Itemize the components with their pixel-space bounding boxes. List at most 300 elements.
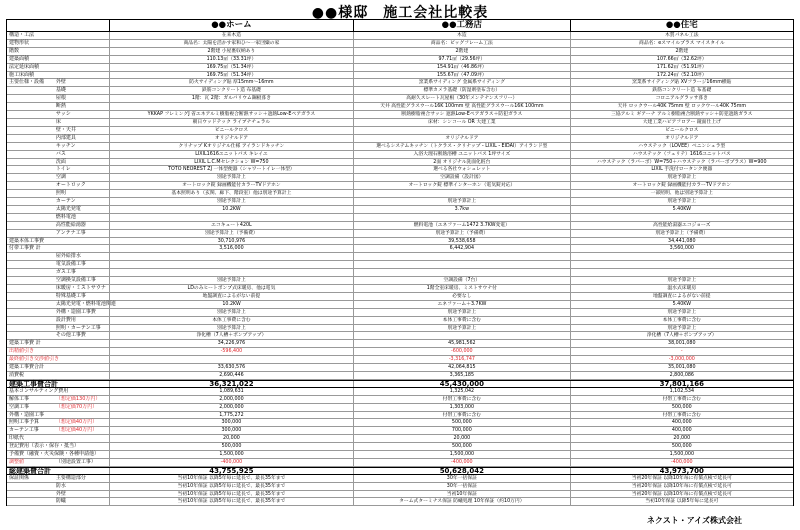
- value-cell-company-2: 別途予算計上: [353, 198, 569, 205]
- table-row: [7, 79, 793, 87]
- row-subcategory: トイレ: [55, 166, 71, 173]
- table-row: [7, 32, 793, 40]
- value-cell-company-1: 300,000: [109, 427, 353, 434]
- value-cell-company-2: 30年一括保証: [353, 475, 569, 482]
- row-category: [7, 491, 55, 498]
- row-subcategory: [55, 412, 109, 419]
- row-subcategory: [55, 340, 109, 347]
- row-category: [7, 135, 55, 142]
- value-cell-company-3: 地盤調査によるがない前提: [570, 293, 793, 300]
- value-cell-company-2: 155.67㎡（47.09坪）: [353, 72, 569, 79]
- value-cell-company-3: 20,000: [570, 435, 793, 442]
- value-cell-company-3: オートロック錠 録画機能付カラーTVドアホン: [570, 182, 793, 189]
- header-company-1: ●●ホーム: [109, 20, 353, 31]
- row-category: 出精値引き: [9, 348, 35, 355]
- row-subcategory: [55, 388, 109, 395]
- value-cell-company-1: 別途予算計上: [109, 198, 353, 205]
- value-cell-company-3: 別途予算計上: [570, 325, 793, 332]
- row-subcategory: （想定価130万円）: [55, 395, 101, 402]
- table-row: [7, 182, 793, 190]
- value-cell-company-1: 地盤調査によるがない前提: [109, 293, 353, 300]
- row-category: [7, 111, 55, 118]
- table-row: [7, 491, 793, 499]
- value-cell-company-1: 在来木造: [109, 32, 353, 39]
- table-row: [7, 159, 793, 167]
- row-subcategory: 外構・造園工事費: [55, 308, 96, 315]
- value-cell-company-3: [570, 269, 793, 276]
- row-subcategory: [55, 48, 109, 55]
- value-cell-company-2: 商品名：ビッグフレーム工法: [353, 40, 569, 47]
- table-row: [7, 412, 793, 420]
- value-cell-company-1: 別途予算計上: [109, 174, 353, 181]
- value-cell-company-2: 木造: [353, 32, 569, 39]
- value-cell-company-2: 45,981,562: [353, 340, 569, 347]
- value-cell-company-1: [109, 261, 353, 268]
- value-cell-company-1: 朝日ウッドテック ライブナチュラル: [109, 119, 353, 126]
- table-row: [7, 317, 793, 325]
- value-cell-company-2: [353, 127, 569, 134]
- value-cell-company-1: エコキュート420L: [109, 222, 353, 229]
- row-subcategory: 屋根: [55, 95, 66, 102]
- row-category: 建築工事費合計: [9, 364, 45, 371]
- value-cell-company-1: [109, 253, 353, 260]
- table-row: [7, 111, 793, 119]
- value-cell-company-2: 50,628,042: [353, 468, 569, 474]
- row-subcategory: その他工事費: [55, 332, 86, 339]
- value-cell-company-3: ビニールクロス: [570, 127, 793, 134]
- table-row: [7, 340, 793, 348]
- value-cell-company-1: LIXIL L.C.Mセレクション W=750: [109, 159, 353, 166]
- value-cell-company-2: 1,500,000: [353, 451, 569, 458]
- table-row: [7, 95, 793, 103]
- value-cell-company-1: [109, 356, 353, 363]
- table-row: [7, 253, 793, 261]
- row-category: [7, 190, 55, 197]
- row-subcategory: [55, 32, 109, 39]
- row-subcategory: バス: [55, 150, 66, 157]
- value-cell-company-1: LDのみヒートポンプ式床暖房、他は電気: [109, 285, 353, 292]
- value-cell-company-3: 三協アルミ ギアーナ アルミ樹脂複合断熱サッシ＋防犯遮熱ガラス: [570, 111, 793, 118]
- value-cell-company-3: 別途予算計上（予備費）: [570, 230, 793, 237]
- table-row: [7, 325, 793, 333]
- row-subcategory: サッシ: [55, 111, 71, 118]
- value-cell-company-2: オリジナルドア: [353, 135, 569, 142]
- row-category: [7, 261, 55, 268]
- row-category: [7, 332, 55, 339]
- value-cell-company-1: [109, 103, 353, 110]
- value-cell-company-3: [570, 261, 793, 268]
- table-row: [7, 427, 793, 435]
- row-category: [7, 230, 55, 237]
- row-category: 付帯工事費 計: [9, 245, 41, 252]
- value-cell-company-1: 10.2KW: [109, 301, 353, 308]
- value-cell-company-1: 500,000: [109, 443, 353, 450]
- value-cell-company-3: [570, 214, 793, 221]
- value-cell-company-3: 1,102,534: [570, 388, 793, 395]
- row-category: [7, 95, 55, 102]
- row-subcategory: [55, 245, 109, 252]
- value-cell-company-3: 商品名：eスマイルプラス マイスタイル: [570, 40, 793, 47]
- row-subcategory: 断熱: [55, 103, 66, 110]
- table-row: [7, 135, 793, 143]
- table-row: [7, 206, 793, 214]
- row-category: 総建築費合計: [9, 466, 51, 475]
- row-category: [7, 269, 55, 276]
- value-cell-company-3: 34,441,080: [570, 238, 793, 245]
- table-row: [7, 301, 793, 309]
- value-cell-company-3: 171.62㎡（51.91坪）: [570, 64, 793, 71]
- row-category: [7, 198, 55, 205]
- table-row: [7, 475, 793, 483]
- value-cell-company-1: ビニールクロス: [109, 127, 353, 134]
- table-row: [7, 459, 793, 467]
- value-cell-company-1: 別途予算計上: [109, 277, 353, 284]
- value-cell-company-2: 97.71㎡（29.56坪）: [353, 56, 569, 63]
- row-category: [7, 182, 55, 189]
- value-cell-company-1: 2,000,000: [109, 396, 353, 403]
- value-cell-company-3: ハウステック（フェリテ）1616ユニットバス: [570, 151, 793, 158]
- header-company-3: ●●住宅: [570, 20, 793, 31]
- row-subcategory: 主要構造部分: [55, 474, 86, 481]
- value-cell-company-2: 付帯工事費に含む: [353, 412, 569, 419]
- value-cell-company-2: 標準カメラ基礎（防湿剤塗布含む）: [353, 87, 569, 94]
- value-cell-company-1: 300,000: [109, 419, 353, 426]
- value-cell-company-2: -600,000: [353, 348, 569, 355]
- value-cell-company-3: ハウステック（ラバーボ）W=750＋ハウステック（ラバーボプラス）W=900: [570, 159, 793, 166]
- value-cell-company-1: オリジナルドア: [109, 135, 353, 142]
- value-cell-company-1: 1,775,272: [109, 412, 353, 419]
- value-cell-company-2: 本体工事費に含む: [353, 317, 569, 324]
- value-cell-company-3: 付帯工事費に含む: [570, 412, 793, 419]
- row-subcategory: [55, 372, 109, 379]
- table-row: [7, 198, 793, 206]
- value-cell-company-3: 当初20年保証 以降10年毎に有償点検で延長可: [570, 475, 793, 482]
- row-category: 建物形状: [9, 39, 30, 46]
- row-category: 建築面積: [9, 55, 30, 62]
- row-subcategory: 照明・カーテン工事: [55, 324, 101, 331]
- value-cell-company-1: 30,710,976: [109, 238, 353, 245]
- value-cell-company-2: 1,325,042: [353, 388, 569, 395]
- value-cell-company-2: 3,365,185: [353, 372, 569, 379]
- table-row: [7, 103, 793, 111]
- row-category: [7, 285, 55, 292]
- value-cell-company-2: 3.7kw: [353, 206, 569, 213]
- row-category: 階数: [9, 47, 20, 54]
- value-cell-company-3: -3,000,000: [570, 356, 793, 363]
- value-cell-company-3: 5.40KW: [570, 301, 793, 308]
- row-subcategory: 太陽光発電: [55, 205, 81, 212]
- value-cell-company-3: 浄化槽（7人槽＋ポンプアップ）: [570, 332, 793, 339]
- value-cell-company-2: -400,000: [353, 459, 569, 466]
- row-category: [7, 317, 55, 324]
- value-cell-company-2: 必要なし: [353, 293, 569, 300]
- row-category: 構造・工法: [9, 32, 35, 38]
- value-cell-company-3: [570, 253, 793, 260]
- value-cell-company-1: 当初10年保証 以降5年毎に延長で、最長35年まで: [109, 491, 353, 498]
- value-cell-company-2: エネファーム＋3.7KW: [353, 301, 569, 308]
- row-category: 建築本体工事費: [9, 237, 45, 244]
- value-cell-company-2: 2階建: [353, 48, 569, 55]
- value-cell-company-3: ハウステック（LOVEE）ベニンシュラ型: [570, 143, 793, 150]
- value-cell-company-2: 500,000: [353, 419, 569, 426]
- table-row: [7, 372, 793, 380]
- row-subcategory: [55, 443, 109, 450]
- table-row: [7, 269, 793, 277]
- row-subcategory: 特殊基礎工事: [55, 292, 86, 299]
- value-cell-company-1: 110.13㎡（33.31坪）: [109, 56, 353, 63]
- value-cell-company-1: 20,000: [109, 435, 353, 442]
- table-row: [7, 364, 793, 372]
- value-cell-company-1: 鉄筋コンクリート造 布基礎: [109, 87, 353, 94]
- value-cell-company-2: 39,538,658: [353, 238, 569, 245]
- value-cell-company-3: 172.24㎡（52.10坪）: [570, 72, 793, 79]
- value-cell-company-1: 34,226,976: [109, 340, 353, 347]
- value-cell-company-3: 500,000: [570, 443, 793, 450]
- row-category: カーテン工事: [9, 427, 39, 434]
- value-cell-company-3: 43,973,700: [570, 468, 793, 474]
- value-cell-company-1: 36,321,022: [109, 381, 353, 387]
- row-subcategory: （想定価40万円）: [55, 427, 98, 434]
- value-cell-company-3: 一部照明、他は別途予算計上: [570, 190, 793, 197]
- row-subcategory: 壁・天井: [55, 126, 76, 133]
- value-cell-company-1: 当初10年保証 以降5年毎に延長で、最長35年まで: [109, 475, 353, 482]
- table-row: [7, 348, 793, 356]
- row-category: 予備費（融資・火災保険・各種申請他）: [9, 451, 100, 458]
- header-blank: [7, 20, 109, 31]
- row-subcategory: 屋外給排水: [55, 253, 81, 260]
- value-cell-company-3: 37,801,166: [570, 381, 793, 387]
- value-cell-company-1: 1,089,631: [109, 388, 353, 395]
- value-cell-company-3: 1,500,000: [570, 451, 793, 458]
- row-subcategory: 床暖房・ミストサウナ: [55, 285, 106, 291]
- value-cell-company-3: 当初10年保証 以降5年毎に延長可: [570, 498, 793, 505]
- row-category: [7, 222, 55, 229]
- table-body: [7, 32, 793, 506]
- table-row: [7, 498, 793, 506]
- value-cell-company-2: 1階全室床暖房、ミストサウナ付: [353, 285, 569, 292]
- table-row: [7, 285, 793, 293]
- value-cell-company-3: -400,000: [570, 459, 793, 466]
- table-row: [7, 127, 793, 135]
- value-cell-company-2: 断熱樹脂複合サッシ 遮熱Low-Eペアガラス＋防犯ガラス: [353, 111, 569, 118]
- table-row: [7, 245, 793, 253]
- table-row: [7, 222, 793, 230]
- table-row: [7, 174, 793, 182]
- row-subcategory: 外壁: [55, 79, 66, 86]
- row-category: 照明工事予算: [9, 419, 40, 426]
- value-cell-company-3: 500,000: [570, 404, 793, 411]
- row-category: 印紙代: [9, 435, 25, 442]
- value-cell-company-3: 400,000: [570, 427, 793, 434]
- row-subcategory: [55, 56, 109, 63]
- row-category: [7, 151, 55, 158]
- value-cell-company-1: 3,516,000: [109, 245, 353, 252]
- table-row: [7, 166, 793, 174]
- value-cell-company-2: 2面 オリジナル洗面化粧台: [353, 159, 569, 166]
- row-category: [7, 206, 55, 213]
- value-cell-company-2: 1,303,000: [353, 404, 569, 411]
- value-cell-company-2: [353, 253, 569, 260]
- value-cell-company-3: 高性能給湯器エコジョーズ: [570, 222, 793, 229]
- table-row: [7, 261, 793, 269]
- row-subcategory: [55, 356, 109, 363]
- row-subcategory: 高性能給湯器: [55, 221, 86, 228]
- value-cell-company-1: 商品名：太陽を活かす家和ひ〜一家団欒の家: [109, 40, 353, 47]
- row-category: 解体工事: [9, 395, 30, 402]
- table-row: [7, 151, 793, 159]
- value-cell-company-1: LIXIL1616ユニットバス キレイユ: [109, 151, 353, 158]
- table-row: [7, 443, 793, 451]
- row-category: 施工床面積: [9, 71, 35, 78]
- value-cell-company-3: 当初20年保証 以降10年毎に有償点検で延長可: [570, 483, 793, 490]
- row-category: 調整値: [9, 458, 25, 465]
- value-cell-company-3: 木質パネル工法: [570, 32, 793, 39]
- value-cell-company-3: 天井 ロックウール40K 75mm 壁 ロックウール40K 75mm: [570, 103, 793, 110]
- row-category: [7, 498, 55, 505]
- table-row: [7, 380, 793, 388]
- row-category: 保証関係: [9, 474, 30, 481]
- value-cell-company-2: 30年一括保証: [353, 483, 569, 490]
- table-row: [7, 72, 793, 80]
- row-category: 基本コンサルティング費用: [9, 387, 69, 394]
- value-cell-company-2: 付帯工事費に含む: [353, 396, 569, 403]
- value-cell-company-3: 大建工業ハピアフロアー 鏡面仕上げ: [570, 119, 793, 126]
- value-cell-company-1: クリナップ Kオリジナル仕様 アイランドキッチン: [109, 143, 353, 150]
- row-category: 消費税: [9, 371, 25, 378]
- value-cell-company-1: -400,000: [109, 459, 353, 466]
- value-cell-company-3: 別途予算計上: [570, 174, 793, 181]
- row-category: [7, 127, 55, 134]
- row-category: 空調工事: [9, 403, 30, 410]
- value-cell-company-2: [353, 190, 569, 197]
- row-category: [7, 159, 55, 166]
- table-row: [7, 388, 793, 396]
- value-cell-company-1: 当初10年保証 以降5年毎に延長で、最長35年まで: [109, 498, 353, 505]
- value-cell-company-1: 1,500,000: [109, 451, 353, 458]
- table-header: [7, 20, 793, 32]
- row-category: [7, 293, 55, 300]
- value-cell-company-2: 別途予算計上: [353, 309, 569, 316]
- value-cell-company-2: オートロック錠 標準インターホン（電気錠対応）: [353, 182, 569, 189]
- row-category: [7, 309, 55, 316]
- header-company-2: ●●工務店: [353, 20, 569, 31]
- value-cell-company-2: 別途予算計上（予備費）: [353, 230, 569, 237]
- value-cell-company-3: 3,560,000: [570, 245, 793, 252]
- table-row: [7, 64, 793, 72]
- row-category: 登記費用（表示・保存・抵当）: [9, 443, 80, 450]
- row-category: [7, 214, 55, 221]
- value-cell-company-2: [353, 269, 569, 276]
- value-cell-company-3: 35,001,080: [570, 364, 793, 371]
- row-category: 最終値引き交渉値引き: [9, 356, 60, 363]
- row-category: [7, 483, 55, 490]
- row-category: 外構・造園工事: [9, 411, 45, 418]
- comparison-table: [6, 19, 794, 506]
- value-cell-company-2: 床材：シンコール OR 大建工業: [353, 119, 569, 126]
- row-category: [7, 103, 55, 110]
- value-cell-company-2: 入浴大理石断熱浴槽 ユニットバス 1坪サイズ: [353, 151, 569, 158]
- value-cell-company-3: -: [570, 348, 793, 355]
- table-row: [7, 293, 793, 301]
- company-footer: ネクスト・アイズ株式会社: [646, 516, 742, 525]
- table-row: [7, 48, 793, 56]
- value-cell-company-1: 本体工事費に含む: [109, 317, 353, 324]
- row-category: [7, 301, 55, 308]
- value-cell-company-2: 窯業系サイディング 金属系サイディング: [353, 79, 569, 86]
- value-cell-company-2: 別途予算計上: [353, 325, 569, 332]
- table-row: [7, 404, 793, 412]
- value-cell-company-3: 別途予算計上: [570, 309, 793, 316]
- value-cell-company-3: 温水式床暖房: [570, 285, 793, 292]
- value-cell-company-2: 700,000: [353, 427, 569, 434]
- value-cell-company-1: 10.2KW: [109, 206, 353, 213]
- row-subcategory: 燃料電池: [55, 213, 76, 220]
- row-subcategory: 内部建具: [55, 134, 76, 141]
- value-cell-company-2: 空調設備（設計図）: [353, 174, 569, 181]
- value-cell-company-3: 5.40KW: [570, 206, 793, 213]
- row-subcategory: 洗面: [55, 158, 66, 165]
- row-subcategory: 床: [55, 118, 61, 125]
- row-subcategory: [55, 468, 109, 474]
- table-row: [7, 190, 793, 198]
- value-cell-company-1: 別途予算計上（予備費）: [109, 230, 353, 237]
- value-cell-company-1: [109, 269, 353, 276]
- row-subcategory: [55, 435, 109, 442]
- value-cell-company-1: YKKAP フレミングJ 省エネアルミ樹脂複合断熱サッシ＋遮熱Low-Eペアガラス: [109, 111, 353, 118]
- value-cell-company-2: 500,000: [353, 443, 569, 450]
- row-subcategory: [55, 64, 109, 71]
- row-category: [7, 119, 55, 126]
- value-cell-company-1: 別途予算計上: [109, 309, 353, 316]
- value-cell-company-2: [353, 214, 569, 221]
- row-category: [7, 174, 55, 181]
- table-row: [7, 143, 793, 151]
- row-subcategory: [55, 451, 109, 458]
- value-cell-company-2: 42,064,815: [353, 364, 569, 371]
- row-category: 建築工事費 計: [9, 340, 41, 347]
- row-subcategory: カーテン: [55, 198, 76, 205]
- value-cell-company-3: 付帯工事費に含む: [570, 396, 793, 403]
- value-cell-company-3: オリジナルドア: [570, 135, 793, 142]
- value-cell-company-3: 鉄筋コンクリート造 布基礎: [570, 87, 793, 94]
- table-row: [7, 435, 793, 443]
- table-row: [7, 309, 793, 317]
- row-subcategory: 外壁: [55, 490, 66, 497]
- row-subcategory: [55, 364, 109, 371]
- value-cell-company-2: 選べるシステムキッチン（トクラス・クリナップ・LIXIL・EIDAI）アイランド型: [353, 143, 569, 150]
- value-cell-company-1: 2,000,000: [109, 404, 353, 411]
- table-row: [7, 332, 793, 340]
- table-row: [7, 277, 793, 285]
- row-subcategory: （想定価40万円）: [55, 419, 98, 426]
- value-cell-company-3: 2階建: [570, 48, 793, 55]
- value-cell-company-2: 燃料電池（エネファーム1472 3.7KW変電）: [353, 222, 569, 229]
- value-cell-company-3: 107.66㎡（32.62坪）: [570, 56, 793, 63]
- value-cell-company-3: 当初20年保証 以降10年毎に有償点検で延長可: [570, 491, 793, 498]
- value-cell-company-2: -3,316,747: [353, 356, 569, 363]
- row-subcategory: 空調: [55, 174, 66, 181]
- value-cell-company-1: TOTO NEOREST ZJ 一体型便器（シャワートイレ一体型）: [109, 166, 353, 173]
- table-row: [7, 451, 793, 459]
- row-subcategory: [55, 40, 109, 47]
- value-cell-company-1: 43,755,925: [109, 468, 353, 474]
- value-cell-company-3: LIXIL 手洗付ロータンク便器: [570, 166, 793, 173]
- row-subcategory: ガス工事: [55, 269, 76, 276]
- value-cell-company-1: 防火サイディング貼 厚15mm〜16mm: [109, 79, 353, 86]
- value-cell-company-1: 33,630,576: [109, 364, 353, 371]
- value-cell-company-1: オートロック錠 録画機能付カラーTVドアホン: [109, 182, 353, 189]
- row-subcategory: アンテナ工事: [55, 229, 86, 236]
